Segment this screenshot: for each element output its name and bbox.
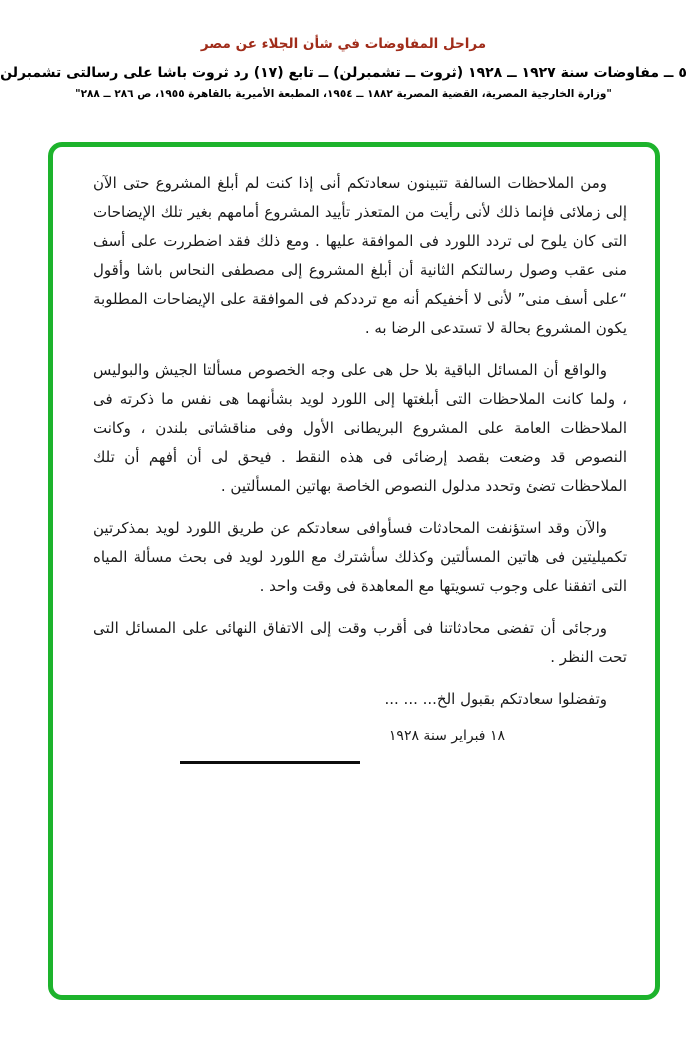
page-subtitle: ٥ ــ مفاوضات سنة ١٩٢٧ ــ ١٩٢٨ (ثروت ــ تشمبرلن) ــ تابع (١٧) رد ثروت باشا على رسالتى تشمبرلن <box>0 65 687 81</box>
page-source: "وزارة الخارجية المصرية، القضية المصرية ١٨٨٢ ــ ١٩٥٤، المطبعة الأميرية بالقاهرة ١٩٥٥، ص ٢٨٦ ــ ٢٨٨" <box>75 88 612 100</box>
letter-scan <box>53 147 655 714</box>
letter-date: ١٨ فبراير سنة ١٩٢٨ <box>388 728 505 744</box>
letter-paragraph: والآن وقد استؤنفت المحادثات فسأوافى سعادتكم عن طريق اللورد لويد بمذكرتين تكميليتين فى هاتين المسألتين وكذلك سأشترك مع اللورد لويد فى بحث مسألة المياه التى اتفقنا على وجوب تسويتها مع المعاهدة فى وقت واحد . <box>93 519 627 595</box>
document-frame <box>48 142 660 1000</box>
letter-paragraph: والواقع أن المسائل الباقية بلا حل هى على وجه الخصوص مسألتا الجيش والبوليس ، ولما كانت الملاحظات التى أبلغتها إلى اللورد لويد بشأنهما هى نفس ما ذكرته فى الملاحظات العامة على المشروع البريطانى الأول وفى مناقشاتى بلندن ، وكانت النصوص قد وضعت بقصد إرضائى فى هذه النقط . فيحق لى أن أفهم أن تلك الملاحظات تضئ وتحدد مدلول النصوص الخاصة بهاتين المسألتين . <box>93 361 627 495</box>
letter-paragraph: وتفضلوا سعادتكم بقبول الخ... ... ... <box>384 690 607 708</box>
page-title: مراحل المفاوضات في شأن الجلاء عن مصر <box>200 36 487 52</box>
page-header <box>0 0 687 100</box>
letter-paragraph: ومن الملاحظات السالفة تتبينون سعادتكم أنى إذا كنت لم أبلغ المشروع حتى الآن إلى زملائى فإنما ذلك لأنى رأيت من المتعذر تأييد المشروع أمامهم بغير تلك الإيضاحات التى كان يلوح لى تردد اللورد فى الموافقة عليها . ومع ذلك فقد اضطررت على أسف منى عقب وصول رسالتكم الثانية أن أبلغ المشروع إلى مصطفى النحاس باشا وأقول “على أسف منى” لأنى لا أخفيكم أنه مع ترددكم فى الموافقة على الإيضاحات المطلوبة يكون المشروع بحالة لا تستدعى الرضا به . <box>93 174 627 337</box>
signature-rule <box>180 761 360 764</box>
letter-paragraph: ورجائى أن تفضى محادثاتنا فى أقرب وقت إلى الاتفاق النهائى على المسائل التى تحت النظر . <box>93 619 627 666</box>
